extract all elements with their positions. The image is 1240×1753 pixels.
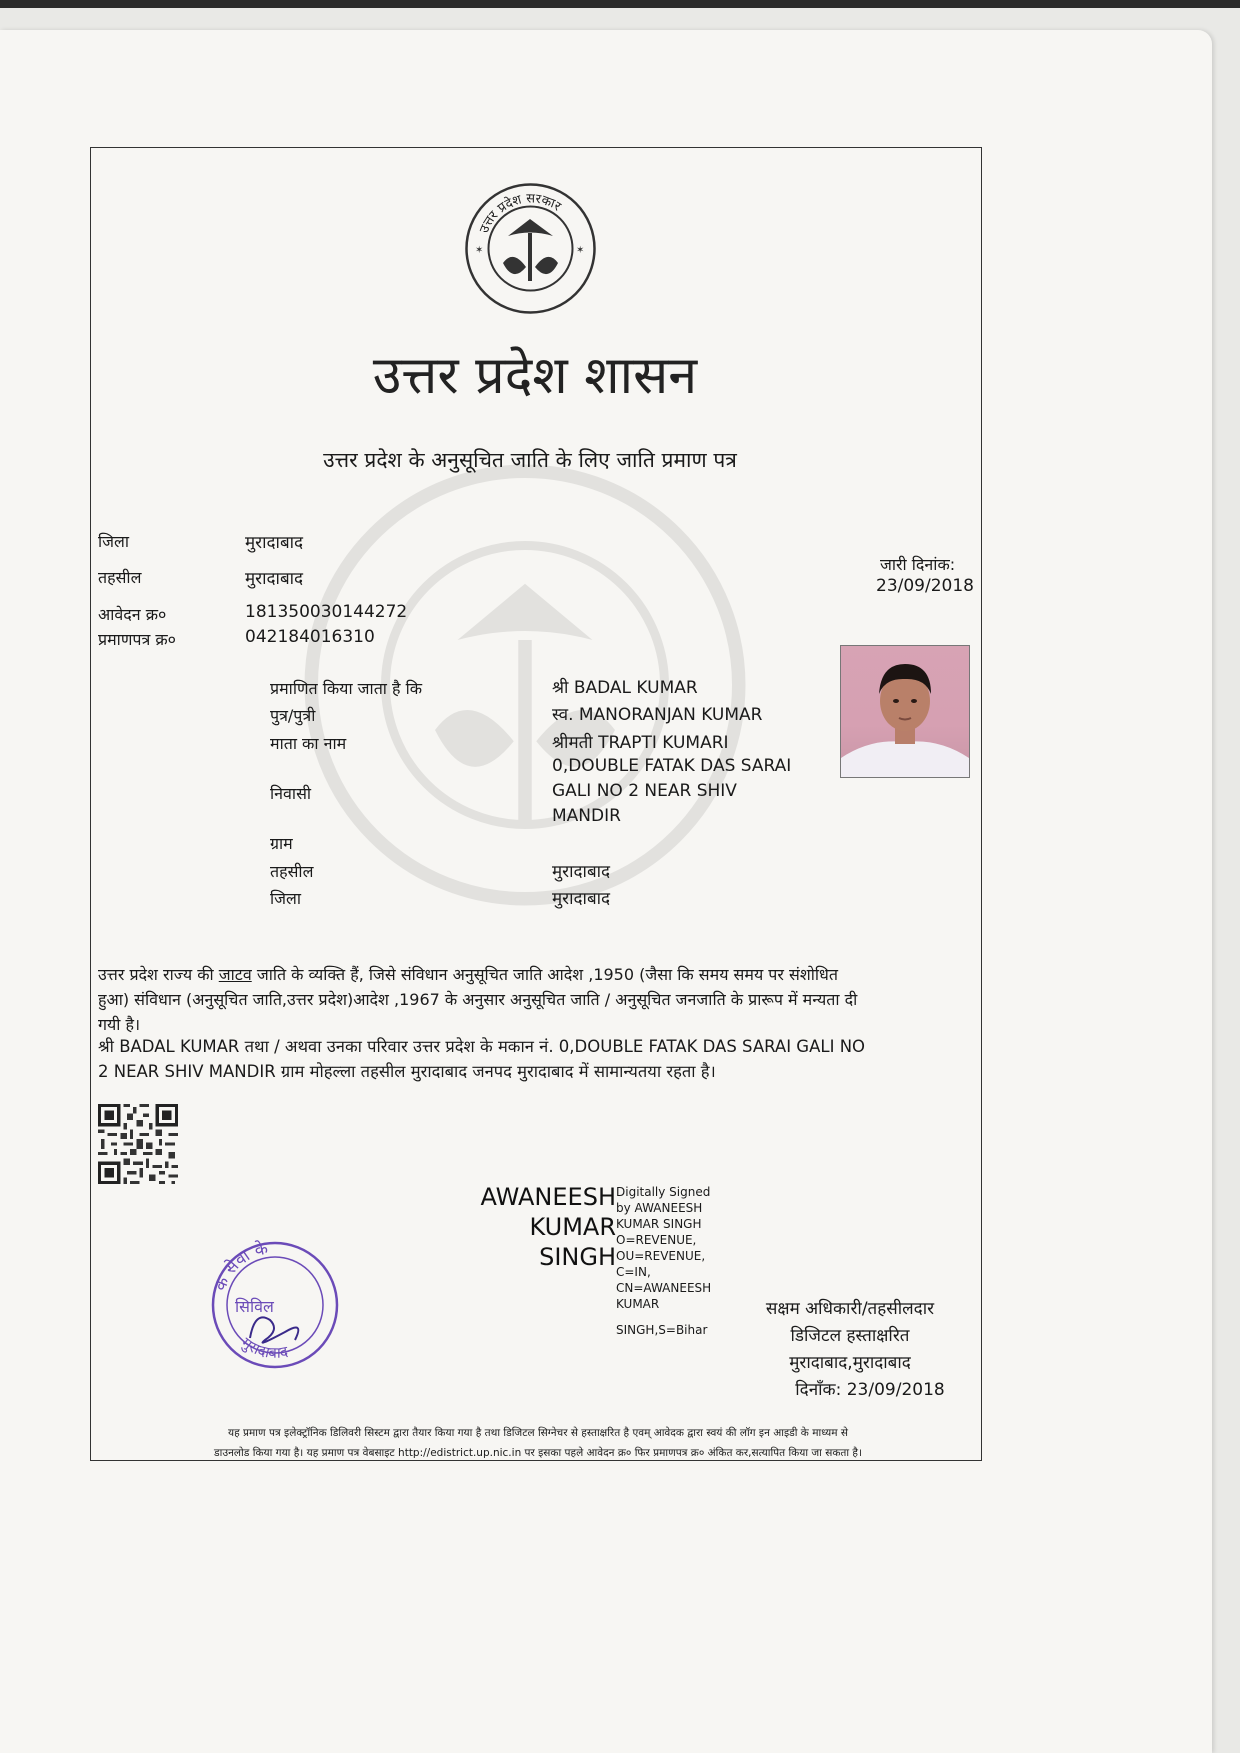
district-label: जिला [98, 532, 130, 551]
issue-date-value: 23/09/2018 [876, 576, 974, 596]
svg-text:मुरादाबाद [237, 1334, 290, 1362]
detail-tehsil-value: मुरादाबाद [552, 862, 611, 882]
residence-statement-paragraph [98, 1034, 978, 1084]
resident-label: निवासी [270, 784, 312, 803]
certified-label: प्रमाणित किया जाता है कि [270, 679, 423, 698]
caste-statement-start: उत्तर प्रदेश राज्य की [98, 965, 219, 984]
footer-line1: यह प्रमाण पत्र इलेक्ट्रॉनिक डिलिवरी सिस्टम द्वारा तैयार किया गया है तथा डिजिटल सिग्नेचर से हस्ताक्षरित है एवम् आवेदक द्वारा स्वयं की लॉग इन आइडी के माध्यम से [228, 1427, 848, 1439]
sig-detail-line: KUMAR SINGH [616, 1217, 702, 1231]
officer-block [730, 1296, 970, 1404]
application-number-label: आवेदन क्र० [98, 605, 167, 624]
svg-text:✶: ✶ [576, 245, 585, 256]
resident-address-line2: GALI NO 2 NEAR SHIV [552, 781, 737, 801]
svg-text:✶: ✶ [475, 245, 484, 256]
seal-bottom-text: मुरादाबाद [238, 1333, 290, 1362]
official-seal-icon [195, 1220, 345, 1395]
detail-district-value: मुरादाबाद [552, 889, 611, 909]
caste-name: जाटव [218, 965, 252, 984]
sig-detail-line: by AWANEESH [616, 1201, 703, 1215]
officer-date: दिनाँक: 23/09/2018 [795, 1380, 945, 1400]
district-value: मुरादाबाद [245, 533, 304, 553]
signer-name-line1: AWANEESH [480, 1183, 616, 1211]
mother-name-value: श्रीमती TRAPTI KUMARI [552, 733, 729, 753]
tehsil-value: मुरादाबाद [245, 569, 304, 589]
son-of-value: स्व. MANORANJAN KUMAR [552, 705, 763, 725]
mother-name-label: माता का नाम [270, 734, 347, 753]
residence-statement-line2: 2 NEAR SHIV MANDIR ग्राम मोहल्ला तहसील मुरादाबाद जनपद मुरादाबाद में सामान्यतया रहता है। [98, 1062, 716, 1081]
signer-name-line3: SINGH [539, 1243, 616, 1271]
sig-detail-line: SINGH,S=Bihar [616, 1323, 708, 1337]
certificate-subtitle: उत्तर प्रदेश के अनुसूचित जाति के लिए जाति प्रमाण पत्र [323, 448, 737, 472]
qr-code-icon [98, 1104, 178, 1184]
emblem-text: उत्तर प्रदेश सरकार [476, 191, 564, 236]
sig-detail-line: KUMAR [616, 1297, 660, 1311]
caste-statement-paragraph [98, 962, 978, 1037]
caste-statement-rest: जाति के व्यक्ति हैं, जिसे संविधान अनुसूचित जाति आदेश ,1950 (जैसा कि समय समय पर संशोधित [251, 965, 838, 984]
digital-sign-text: डिजिटल हस्ताक्षरित [790, 1326, 910, 1346]
officer-place: मुरादाबाद,मुरादाबाद [789, 1353, 911, 1373]
application-number-value: 181350030144272 [245, 602, 408, 622]
certificate-number-label: प्रमाणपत्र क्र० [98, 630, 176, 649]
seal-top-text: क सेवा के [210, 1238, 270, 1294]
detail-tehsil-label: तहसील [270, 862, 314, 881]
son-of-label: पुत्र/पुत्री [270, 706, 316, 725]
applicant-photo [840, 645, 970, 778]
up-government-emblem-icon [463, 181, 598, 316]
verification-footer [98, 1423, 978, 1463]
scan-edge [0, 0, 1240, 8]
caste-statement-line2: हुआ) संविधान (अनुसूचित जाति,उत्तर प्रदेश)आदेश ,1967 के अनुसार अनुसूचित जाति / अनुसूचित जनजाति के प्रारूप में मन्यता दी [98, 990, 858, 1009]
officer-title: सक्षम अधिकारी/तहसीलदार [765, 1299, 935, 1319]
sig-detail-line: Digitally Signed [616, 1185, 711, 1199]
sig-detail-line: OU=REVENUE, [616, 1249, 706, 1263]
signer-name-line2: KUMAR [529, 1213, 616, 1241]
issue-date-label: जारी दिनांक: [880, 555, 956, 574]
caste-statement-line3: गयी है। [98, 1015, 141, 1034]
detail-district-label: जिला [270, 889, 302, 908]
signer-name [440, 1182, 616, 1272]
footer-line2: डाउनलोड किया गया है। यह प्रमाण पत्र वेबसाइट http://edistrict.up.nic.in पर इसका पहले आवेदन क्र० फिर प्रमाणपत्र क्र० अंकित कर,सत्यापित किया जा सकता है। [214, 1447, 862, 1459]
resident-address-line1: 0,DOUBLE FATAK DAS SARAI [552, 756, 792, 776]
certified-value: श्री BADAL KUMAR [552, 678, 698, 698]
village-label: ग्राम [270, 834, 293, 853]
resident-address-line3: MANDIR [552, 806, 621, 826]
page-title: उत्तर प्रदेश शासन [372, 346, 698, 406]
sig-detail-line: CN=AWANEESH [616, 1281, 712, 1295]
tehsil-label: तहसील [98, 568, 142, 587]
residence-statement-line1: श्री BADAL KUMAR तथा / अथवा उनका परिवार उत्तर प्रदेश के मकान नं. 0,DOUBLE FATAK DAS SARAI GALI NO [98, 1037, 866, 1056]
certificate-number-value: 042184016310 [245, 627, 375, 647]
sig-detail-line: C=IN, [616, 1265, 651, 1279]
seal-middle-text: सिविल [235, 1297, 274, 1316]
sig-detail-line: O=REVENUE, [616, 1233, 697, 1247]
svg-text:क सेवा के [210, 1237, 271, 1294]
